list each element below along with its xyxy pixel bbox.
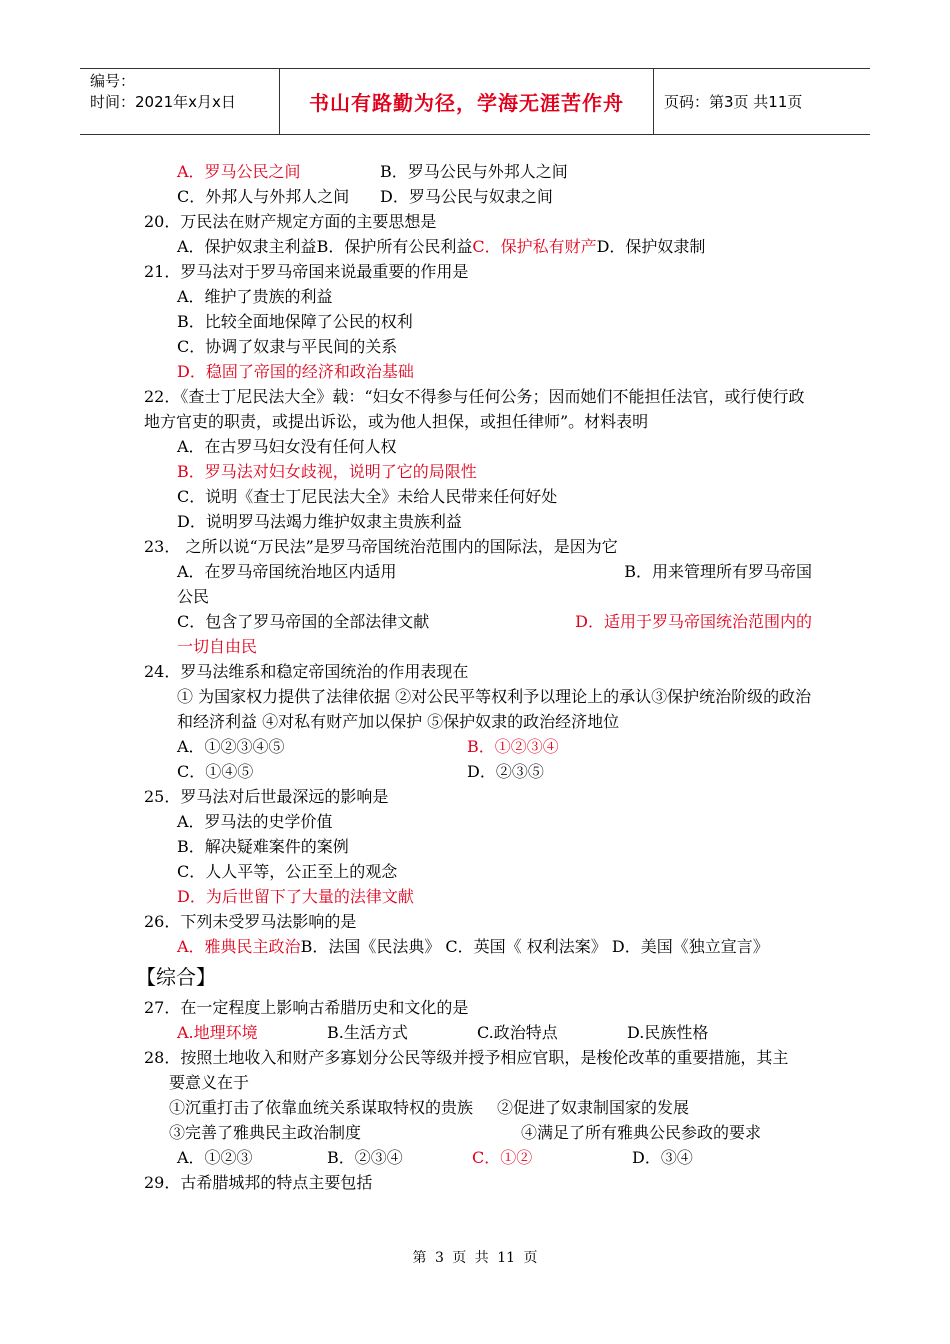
option-row: [144, 1145, 812, 1170]
question-20: 20．万民法在财产规定方面的主要思想是: [144, 212, 437, 231]
option: D．说明罗马法竭力维护奴隶主贵族利益: [177, 512, 462, 531]
option: C．协调了奴隶与平民间的关系: [177, 337, 398, 356]
option-row: [144, 559, 812, 584]
option-answer: B．①②③④: [467, 737, 559, 756]
statement: ④满足了所有雅典公民参政的要求: [521, 1123, 762, 1142]
option-row: [144, 734, 812, 759]
option-answer: C．保护私有财产: [472, 237, 597, 256]
option: A．①②③④⑤: [177, 737, 285, 756]
motto-text: 书山有路勤为径，学海无涯苦作舟: [309, 91, 624, 115]
option: C．英国《 权利法案》: [445, 937, 607, 956]
option-answer: A．罗马公民之间: [177, 162, 301, 181]
header-page: [654, 69, 870, 134]
statement-row: [144, 1095, 812, 1120]
option: A．在古罗马妇女没有任何人权: [177, 437, 397, 456]
question-28: 28．按照土地收入和财产多寡划分公民等级并授予相应官职，是梭伦改革的重要措施，其主: [144, 1048, 789, 1067]
question-24-statements: ① 为国家权力提供了法律依据 ②对公民平等权利予以理论上的承认③保护统治阶级的政治和经济利益 ④对私有财产加以保护 ⑤保护奴隶的政治经济地位: [177, 687, 812, 731]
option-answer: C．①②: [472, 1148, 533, 1167]
header-meta: [80, 69, 280, 134]
statement: ②促进了奴隶制国家的发展: [497, 1098, 690, 1117]
option: C．①④⑤: [177, 762, 254, 781]
question-27: 27．在一定程度上影响古希腊历史和文化的是: [144, 998, 469, 1017]
option: A．保护奴隶主利益: [177, 237, 317, 256]
option-answer: D．稳固了帝国的经济和政治基础: [177, 362, 414, 381]
statement: ①沉重打击了依靠血统关系谋取特权的贵族: [169, 1098, 474, 1117]
option: B．比较全面地保障了公民的权利: [177, 312, 413, 331]
option: B．罗马公民与外邦人之间: [380, 162, 568, 181]
statement: ③完善了雅典民主政治制度: [169, 1123, 362, 1142]
page-header: [80, 68, 870, 135]
question-22: 22．《查士丁尼民法大全》载：“妇女不得参与任何公务；因而她们不能担任法官，或行使行政地方官吏的职责，或提出诉讼，或为他人担保，或担任律师”。材料表明: [144, 387, 805, 431]
page-footer: 第 3 页 共 11 页: [412, 1250, 538, 1266]
option: A．维护了贵族的利益: [177, 287, 333, 306]
option-answer: D．适用于罗马帝国统治范围内的: [575, 612, 812, 631]
question-29: 29．古希腊城邦的特点主要包括: [144, 1173, 373, 1192]
option-row: [144, 234, 812, 259]
option: B．②③④: [327, 1148, 403, 1167]
question-21: 21．罗马法对于罗马帝国来说最重要的作用是: [144, 262, 469, 281]
option-row: [144, 759, 812, 784]
option: C．说明《查士丁尼民法大全》未给人民带来任何好处: [177, 487, 558, 506]
option: D．③④: [632, 1148, 693, 1167]
question-25: 25．罗马法对后世最深远的影响是: [144, 787, 389, 806]
option-answer-continuation: 一切自由民: [177, 637, 258, 656]
option-answer: B．罗马法对妇女歧视，说明了它的局限性: [177, 462, 477, 481]
option: B.生活方式: [327, 1023, 408, 1042]
option: D．罗马公民与奴隶之间: [380, 187, 553, 206]
option: A．①②③: [177, 1148, 253, 1167]
option-answer: D．为后世留下了大量的法律文献: [177, 887, 414, 906]
option: D．保护奴隶制: [596, 237, 706, 256]
option: C．人人平等，公正至上的观念: [177, 862, 398, 881]
question-list: [136, 159, 812, 1195]
option-row: [144, 159, 812, 184]
header-motto: [280, 69, 654, 134]
option-answer: A．雅典民主政治: [177, 937, 301, 956]
section-heading: 【综合】: [136, 965, 216, 989]
option: C．外邦人与外邦人之间: [177, 187, 350, 206]
time-label: 时间：2021年x月x日: [90, 93, 236, 111]
option: C．包含了罗马帝国的全部法律文献: [177, 612, 430, 631]
option: B．解决疑难案件的案例: [177, 837, 349, 856]
option-continuation: 公民: [177, 587, 210, 606]
option: D.民族性格: [627, 1023, 709, 1042]
question-24: 24．罗马法维系和稳定帝国统治的作用表现在: [144, 662, 469, 681]
page-label: 页码：第3页 共11页: [664, 93, 803, 111]
option-row: [144, 184, 812, 209]
option: D．美国《独立宣言》: [611, 937, 769, 956]
option: A．罗马法的史学价值: [177, 812, 333, 831]
option: C.政治特点: [477, 1023, 558, 1042]
question-28-continuation: 要意义在于: [169, 1073, 250, 1092]
option: D．②③⑤: [467, 762, 544, 781]
option: A．在罗马帝国统治地区内适用: [177, 562, 397, 581]
option-answer: A.地理环境: [177, 1023, 258, 1042]
option-row: [144, 609, 812, 634]
question-26: 26．下列未受罗马法影响的是: [144, 912, 357, 931]
option-row: [144, 934, 812, 959]
option: B．用来管理所有罗马帝国: [624, 562, 812, 581]
option-row: [144, 1020, 812, 1045]
statement-row: [144, 1120, 812, 1145]
number-label: 编号：: [90, 72, 136, 90]
option: B．法国《民法典》: [300, 937, 441, 956]
question-23: 23． 之所以说“万民法”是罗马帝国统治范围内的国际法，是因为它: [144, 537, 618, 556]
option: B．保护所有公民利益: [316, 237, 473, 256]
